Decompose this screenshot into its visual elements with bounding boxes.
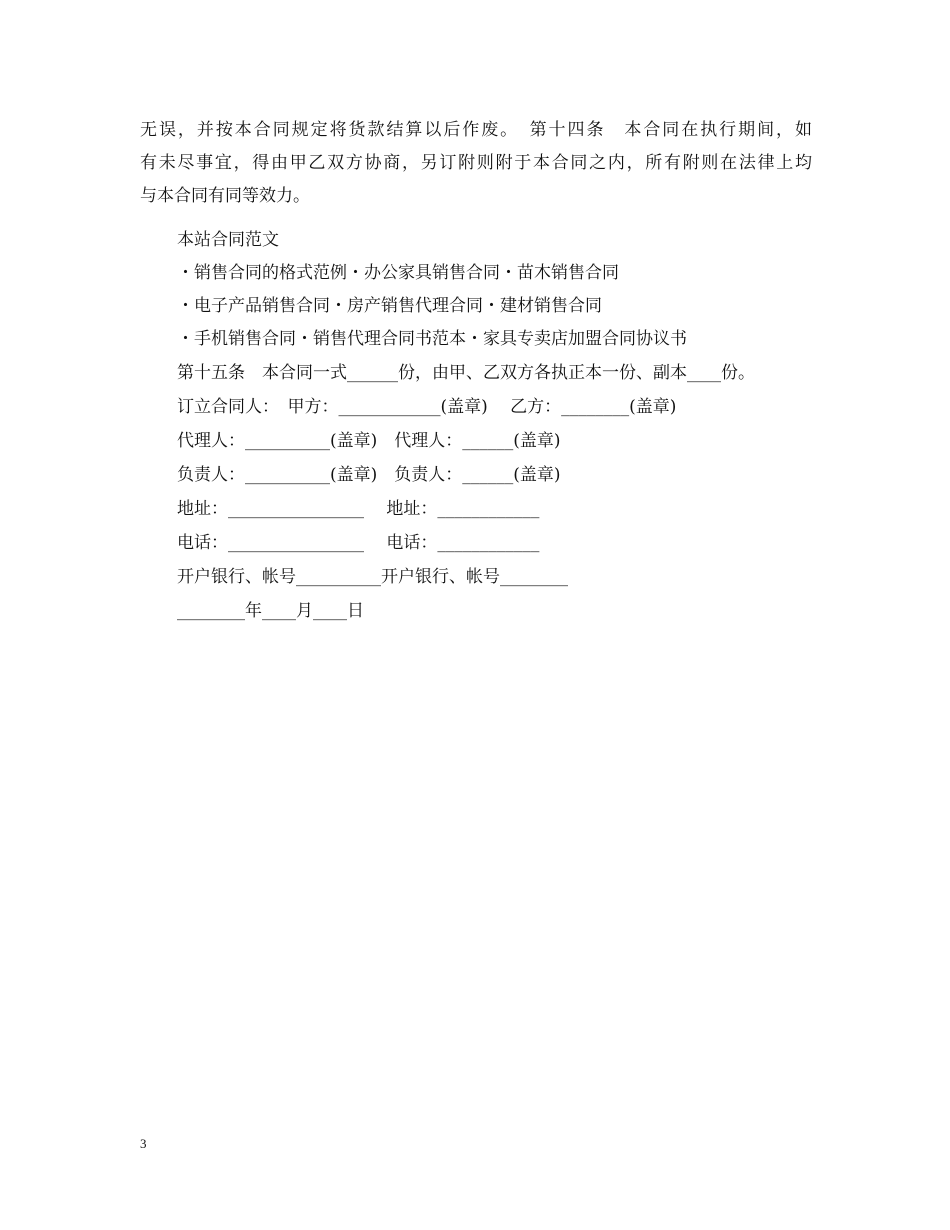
paragraph-line: 无误，并按本合同规定将货款结算以后作废。 第十四条 本合同在执行期间，如: [140, 120, 812, 140]
date-line: ________年____月____日: [177, 601, 364, 621]
signatories-line: 订立合同人： 甲方：____________(盖章) 乙方：________(盖章): [177, 397, 677, 417]
phone-line: 电话：________________ 电话：____________: [177, 533, 540, 553]
responsible-line: 负责人：__________(盖章) 负责人：______(盖章): [177, 465, 561, 485]
agents-line: 代理人：__________(盖章) 代理人：______(盖章): [177, 431, 561, 451]
related-contracts-link-line[interactable]: ・手机销售合同・销售代理合同书范本・家具专卖店加盟合同协议书: [177, 329, 687, 349]
bank-account-line: 开户银行、帐号__________开户银行、帐号________: [177, 567, 568, 587]
paragraph-line: 有未尽事宜，得由甲乙双方协商，另订附则附于本合同之内，所有附则在法律上均: [140, 153, 812, 173]
page-number: 3: [140, 1136, 147, 1151]
site-heading: 本站合同范文: [177, 230, 279, 250]
related-contracts-link-line[interactable]: ・电子产品销售合同・房产销售代理合同・建材销售合同: [177, 296, 602, 316]
paragraph-line: 与本合同有同等效力。: [140, 186, 310, 206]
address-line: 地址：________________ 地址：____________: [177, 499, 540, 519]
article-15: 第十五条 本合同一式______份，由甲、乙双方各执正本一份、副本____份。: [177, 363, 755, 383]
related-contracts-link-line[interactable]: ・销售合同的格式范例・办公家具销售合同・苗木销售合同: [177, 263, 619, 283]
contract-paragraph: [140, 114, 812, 213]
